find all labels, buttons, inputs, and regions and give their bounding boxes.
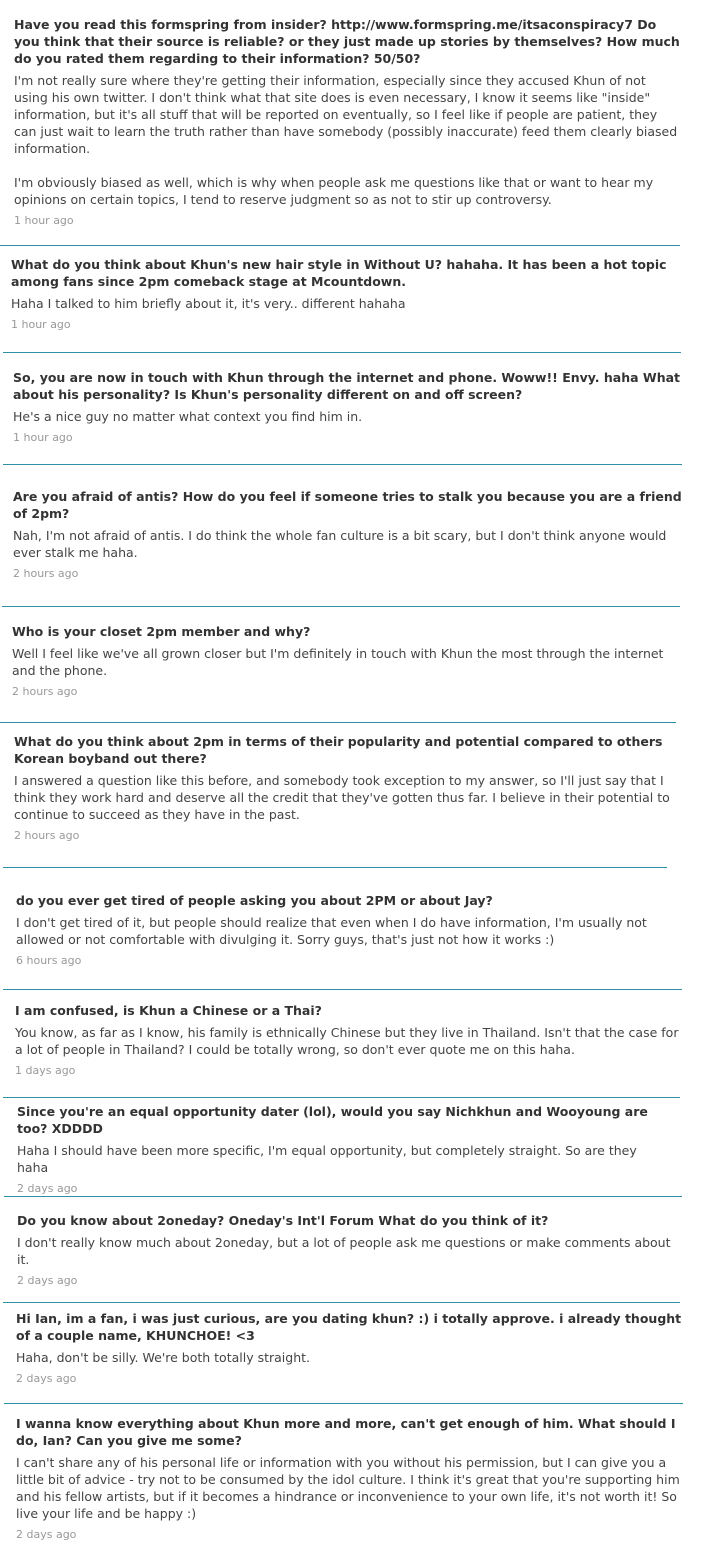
answer-text: You know, as far as I know, his family is ethnically Chinese but they live in Thailand. Isn't that the case for a lot of people in Thailand? I could be totally wrong, so don't ever quote me on this haha. <box>15 1025 679 1057</box>
question-text: Are you afraid of antis? How do you feel if someone tries to stalk you because you are a friend of 2pm? <box>13 489 682 521</box>
qa-item <box>17 1212 684 1292</box>
answer-text: Haha, don't be silly. We're both totally straight. <box>16 1350 311 1365</box>
timestamp-link[interactable]: 2 days ago <box>16 1528 77 1541</box>
qa-item <box>16 892 684 974</box>
qa-item <box>15 1002 685 1084</box>
question-text: Do you know about 2oneday? Oneday's Int'l Forum What do you think of it? <box>17 1213 549 1228</box>
qa-item <box>14 16 682 232</box>
question-text: Hi Ian, im a fan, i was just curious, are you dating khun? :) i totally approve. i already thought of a couple name, KHUNCHOE! <3 <box>16 1311 682 1343</box>
answer-text: I don't get tired of it, but people should realize that even when I do have information, I'm usually not allowed or not comfortable with divulging it. Sorry guys, that's just not how it works :) <box>16 915 647 947</box>
entry-divider <box>0 722 676 723</box>
answer-text: Haha I should have been more specific, I'm equal opportunity, but completely straight. So are they haha <box>17 1143 637 1175</box>
timestamp-link[interactable]: 2 days ago <box>17 1182 78 1195</box>
answer-text: Well I feel like we've all grown closer but I'm definitely in touch with Khun the most through the internet and the phone. <box>12 646 664 678</box>
question-text: So, you are now in touch with Khun through the internet and phone. Woww!! Envy. haha What about his personality? Is Khun's personality different on and off screen? <box>13 370 681 402</box>
entry-divider <box>4 1196 682 1197</box>
question-text: Have you read this formspring from insider? http://www.formspring.me/itsaconspiracy7 Do you think that their source is reliable? or they just made up stories by themselves? How much do you rated them regarding to their information? 50/50? <box>14 17 680 66</box>
timestamp-link[interactable]: 6 hours ago <box>16 954 82 967</box>
qa-item <box>13 488 683 584</box>
qa-item <box>16 1415 690 1549</box>
answer-text: I can't share any of his personal life or information with you without his permission, but I can give you a little bit of advice - try not to be consumed by the idol culture. I think it's great that you're supporting him and his fellow artists, but if it becomes a hindrance or inconvenience to your own life, it's not worth it! So live your life and be happy :) <box>16 1455 680 1521</box>
entry-divider <box>3 989 682 990</box>
qa-item <box>11 256 682 331</box>
question-text: I wanna know everything about Khun more and more, can't get enough of him. What should I do, Ian? Can you give me some? <box>16 1416 676 1448</box>
entry-divider <box>3 464 682 465</box>
answer-text: He's a nice guy no matter what context you find him in. <box>13 409 363 424</box>
timestamp-link[interactable]: 2 hours ago <box>13 567 79 580</box>
timestamp-link[interactable]: 2 hours ago <box>12 685 78 698</box>
question-text: I am confused, is Khun a Chinese or a Thai? <box>15 1003 322 1018</box>
question-text: Since you're an equal opportunity dater (lol), would you say Nichkhun and Wooyoung are too? XDDDD <box>17 1104 648 1136</box>
question-text: What do you think about 2pm in terms of their popularity and potential compared to others Korean boyband out there? <box>14 734 663 766</box>
entry-divider <box>4 1403 683 1404</box>
entry-divider <box>3 867 667 868</box>
question-text: What do you think about Khun's new hair style in Without U? hahaha. It has been a hot topic among fans since 2pm comeback stage at Mcountdown. <box>11 257 667 289</box>
timestamp-link[interactable]: 1 hour ago <box>11 318 71 331</box>
entry-divider <box>0 245 680 246</box>
answer-text: Nah, I'm not afraid of antis. I do think the whole fan culture is a bit scary, but I don't think anyone would ever stalk me haha. <box>13 528 667 560</box>
timestamp-link[interactable]: 1 hour ago <box>14 214 74 227</box>
question-text: Who is your closet 2pm member and why? <box>12 624 311 639</box>
timestamp-link[interactable]: 2 days ago <box>17 1274 78 1287</box>
timestamp-link[interactable]: 2 hours ago <box>14 829 80 842</box>
qa-item <box>13 369 682 449</box>
qa-item <box>14 733 684 847</box>
answer-text: I answered a question like this before, and somebody took exception to my answer, so I'll just say that I think they work hard and deserve all the credit that they've gotten thus far. I believe in their potential to continue to succeed as they have in the past. <box>14 773 670 822</box>
entry-divider <box>2 606 680 607</box>
timestamp-link[interactable]: 1 days ago <box>15 1064 76 1077</box>
answer-text: Haha I talked to him briefly about it, it's very.. different hahaha <box>11 296 406 311</box>
question-text: do you ever get tired of people asking you about 2PM or about Jay? <box>16 893 493 908</box>
answer-text: I don't really know much about 2oneday, but a lot of people ask me questions or make comments about it. <box>17 1235 671 1267</box>
entry-divider <box>3 352 681 353</box>
timestamp-link[interactable]: 1 hour ago <box>13 431 73 444</box>
entry-divider <box>3 1302 680 1303</box>
qa-item <box>17 1103 669 1195</box>
answer-text: I'm not really sure where they're getting their information, especially since they accused Khun of not using his own twitter. I don't think what that site does is even necessary, I know it seems like "inside" information, but it's all stuff that will be reported on eventually, so I feel like if people are patient, they can just wait to learn the truth rather than have somebody (possibly inaccurate) feed them clearly biased information. I'm obviously biased as well, which is why when people ask me questions like that or want to hear my opinions on certain topics, I tend to reserve judgment so as not to stir up controversy. <box>14 73 678 207</box>
qa-item <box>16 1310 684 1392</box>
qa-item <box>12 623 682 701</box>
entry-divider <box>3 1097 680 1098</box>
timestamp-link[interactable]: 2 days ago <box>16 1372 77 1385</box>
